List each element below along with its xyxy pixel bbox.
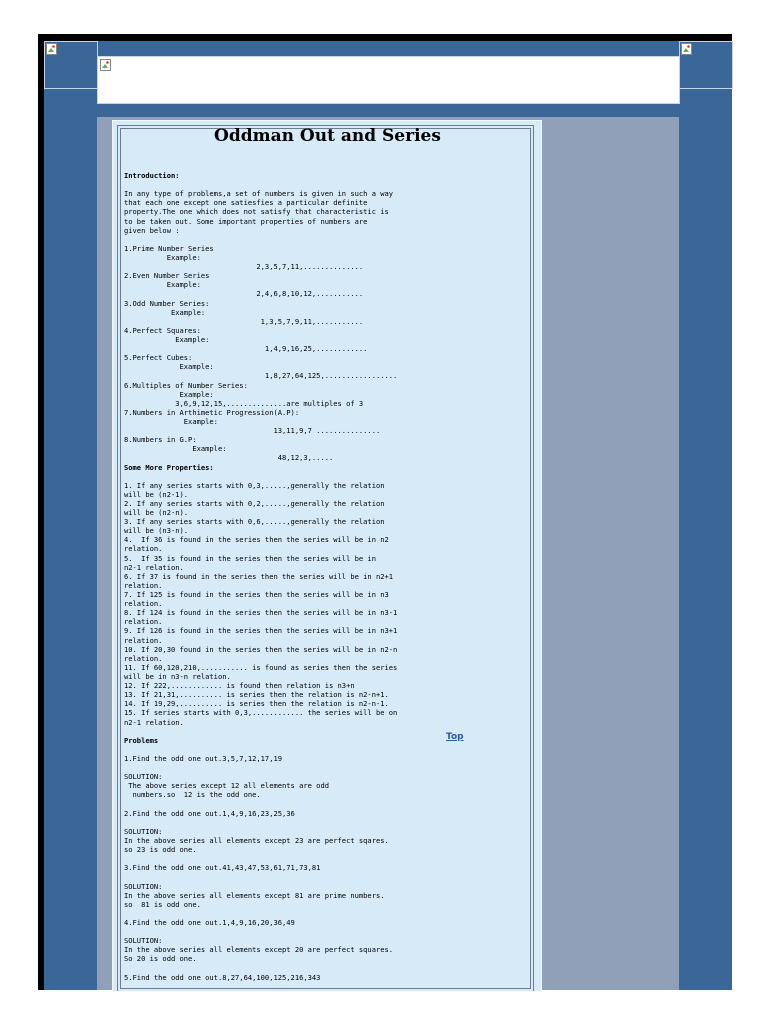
text-line: 5. If 35 is found in the series then the series will be in [124,553,376,563]
text-line: 1. If any series starts with 0,3,.....,generally the relation [124,480,385,490]
text-line: 4.Find the odd one out.1,4,9,16,20,36,49 [124,917,295,927]
text-line [124,800,534,809]
text-line: 4.Perfect Squares: [124,325,201,335]
text-line: SOLUTION: [124,826,163,836]
text-line: will be (n3-n). [124,526,189,536]
text-line: So 20 is odd one. [124,954,197,964]
article-body [124,171,534,982]
text-line: 5.Perfect Cubes: [124,353,193,363]
text-line: given below : [124,225,180,235]
text-line: 12. If 222,............ is found then relation is n3+n [124,681,355,691]
text-line: 10. If 20,30 found in the series then the series will be in n2-n [124,644,398,654]
text-line: to be taken out. Some important properties of numbers are [124,216,368,226]
broken-image-icon [681,43,693,56]
broken-image-left [44,41,98,89]
text-line: 11. If 60,120,210,........... is found as series then the series [124,662,398,672]
text-line: 2. If any series starts with 0,2,.....,generally the relation [124,498,385,508]
text-line: property.The one which does not satisfy that characteristic is [124,207,389,217]
section-heading: Problems [124,735,159,745]
text-line [124,235,534,244]
text-line [124,745,534,754]
text-line [124,854,534,863]
text-line: n2-1 relation. [124,562,184,572]
text-line: The above series except 12 all elements are odd [124,781,329,791]
text-line: SOLUTION: [124,881,163,891]
text-line: 13. If 21,31,.......... is series then the relation is n2-n+1. [124,690,389,700]
text-line: 4. If 36 is found in the series then the series will be in n2 [124,535,389,545]
text-line: 2,3,5,7,11,.............. [124,262,364,272]
broken-image-icon [100,59,112,72]
text-line: will be (n2-1). [124,489,189,499]
text-line: relation. [124,544,163,554]
text-line: relation. [124,580,163,590]
broken-image-right [679,41,733,89]
text-line: 2.Find the odd one out.1,4,9,16,23,25,36 [124,808,295,818]
text-line: Example: [124,280,201,290]
broken-image-icon [46,43,58,56]
text-line: In the above series all elements except 20 are perfect squares. [124,945,394,955]
text-line: n2-1 relation. [124,717,184,727]
text-line [124,727,534,736]
text-line: Example: [124,334,210,344]
text-line: In the above series all elements except 23 are perfect sqares. [124,835,389,845]
text-line: so 23 is odd one. [124,845,197,855]
text-line: Example: [124,252,201,262]
text-line: Example: [124,389,214,399]
text-line: 2.Even Number Series [124,271,210,281]
text-line: 48,12,3,..... [124,453,334,463]
text-line: will be (n2-n). [124,508,189,518]
text-line: 8. If 124 is found in the series then the series will be in n3-1 [124,608,398,618]
text-line: 1,3,5,7,9,11,........... [124,316,364,326]
text-line: 9. If 126 is found in the series then the series will be in n3+1 [124,626,398,636]
text-line: 1,4,9,16,25,............ [124,344,368,354]
text-line: 13,11,9,7 ............... [124,426,381,436]
text-line: 7.Numbers in Arthimetic Progression(A.P): [124,407,300,417]
text-line: 8.Numbers in G.P: [124,435,197,445]
text-line: Example: [124,307,206,317]
text-line: 7. If 125 is found in the series then the series will be in n3 [124,590,389,600]
text-line: 1.Prime Number Series [124,243,214,253]
text-line [124,909,534,918]
text-line [124,872,534,881]
text-line: Example: [124,416,218,426]
text-line [124,964,534,973]
text-line: 5.Find the odd one out.8,27,64,100,125,216,343 [124,972,321,982]
text-line [124,818,534,827]
text-line: 3.Odd Number Series: [124,298,210,308]
text-line: 6. If 37 is found in the series then the series will be in n2+1 [124,571,394,581]
section-heading: Some More Properties: [124,462,214,472]
text-line: In any type of problems,a set of numbers is given in such a way [124,189,394,199]
text-line: 14. If 19,29,.......... is series then the relation is n2-n-1. [124,699,389,709]
text-line: SOLUTION: [124,936,163,946]
text-line: numbers.so 12 is the odd one. [124,790,261,800]
text-line: relation. [124,635,163,645]
text-line: will be in n3-n relation. [124,672,231,682]
top-border [38,34,732,41]
text-line: 6.Multiples of Number Series: [124,380,248,390]
text-line: 3.Find the odd one out.41,43,47,53,61,71,73,81 [124,863,321,873]
text-line: SOLUTION: [124,772,163,782]
text-line: 15. If series starts with 0,3,............ the series will be on [124,708,398,718]
text-line [124,763,534,772]
text-line [124,927,534,936]
text-line: relation. [124,617,163,627]
text-line: 3,6,9,12,15,..............are multiples of 3 [124,398,364,408]
text-line [124,472,534,481]
text-line: that each one except one satiesfies a particular definite [124,198,368,208]
text-line: 1.Find the odd one out.3,5,7,12,17,19 [124,754,283,763]
text-line: 3. If any series starts with 0,6,.....,generally the relation [124,517,385,527]
text-line: 2,4,6,8,10,12,........... [124,289,364,299]
top-link[interactable]: Top [446,732,464,742]
text-line: so 81 is odd one. [124,899,201,909]
page-title: Oddman Out and Series [214,126,441,146]
section-heading: Introduction: [124,171,180,180]
text-line: relation. [124,653,163,663]
text-line: In the above series all elements except 81 are prime numbers. [124,890,385,900]
text-line [124,180,534,189]
text-line: Example: [124,362,214,372]
text-line: 1,8,27,64,125,................. [124,371,398,381]
text-line: relation. [124,599,163,609]
left-border [38,34,44,990]
text-line: Example: [124,444,227,454]
banner-image [97,56,680,104]
